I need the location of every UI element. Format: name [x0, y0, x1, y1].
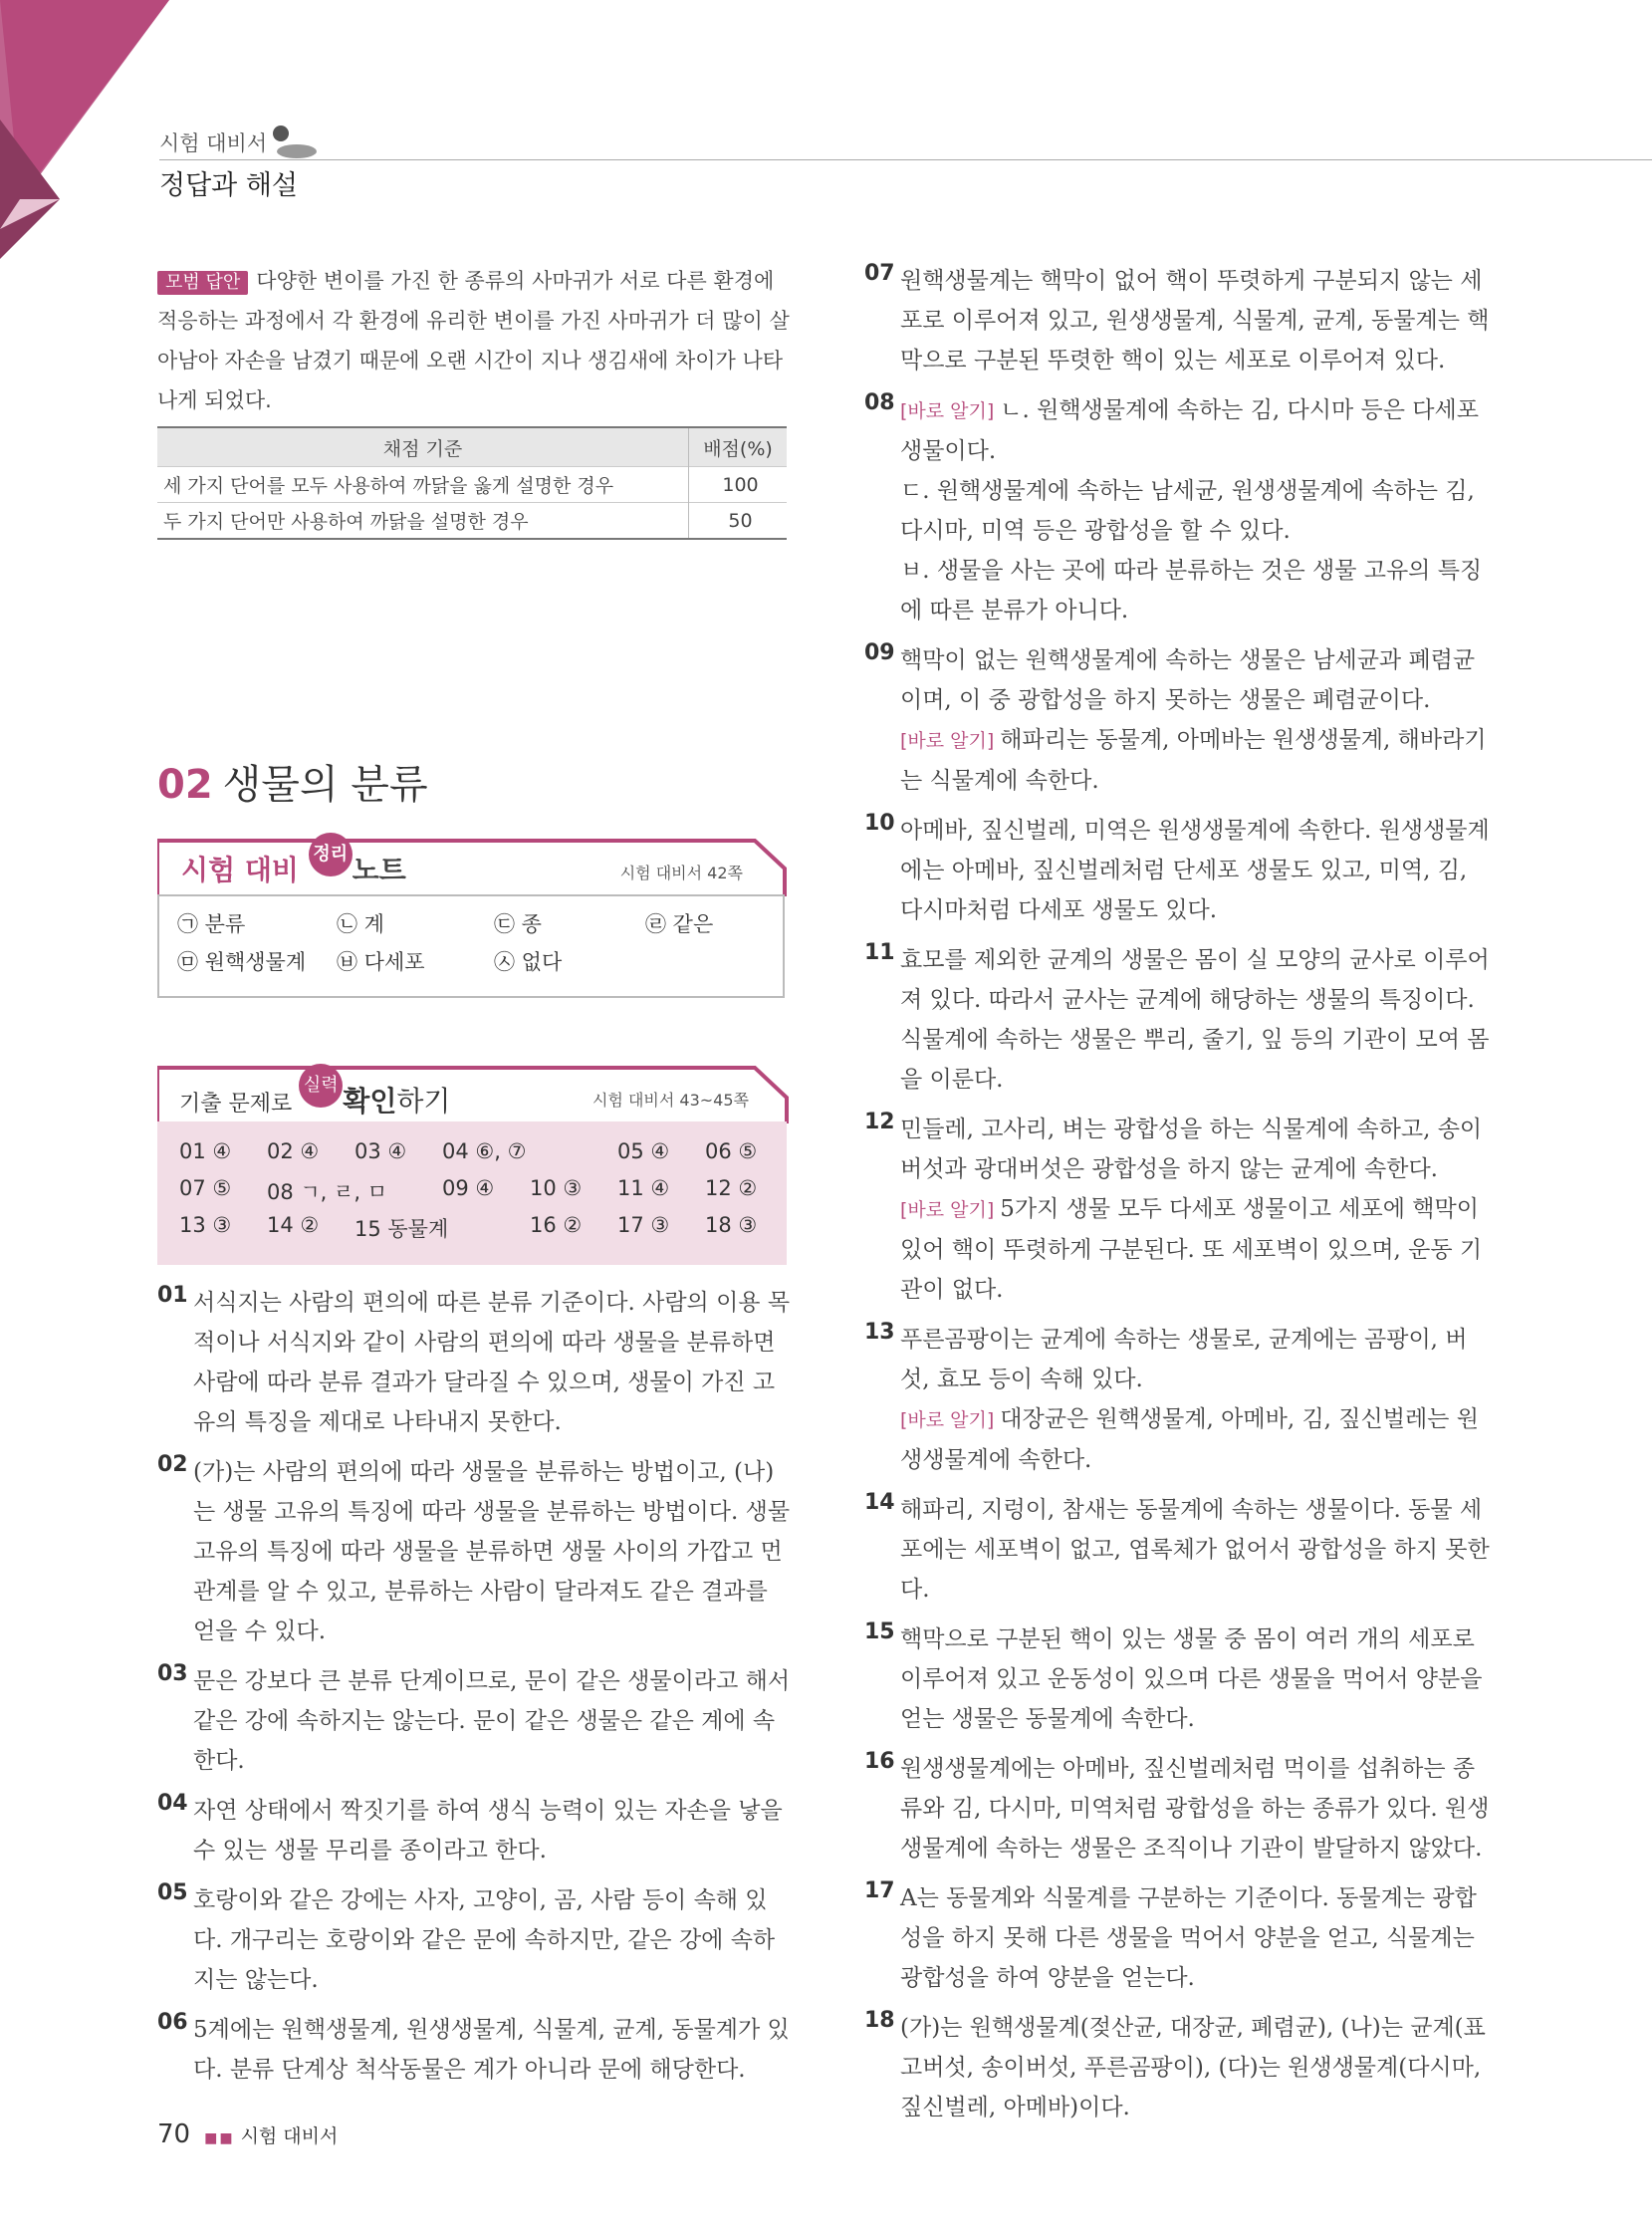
- table-row: [157, 503, 787, 540]
- item-text: 자연 상태에서 짝짓기를 하여 생식 능력이 있는 자손을 낳을 수 있는 생물 무리를 종이라고 한다.: [193, 1798, 783, 1864]
- item-text: (가)는 원핵생물계(젖산균, 대장균, 폐렴균), (나)는 균계(표고버섯, 송이버섯, 푸른곰팡이), (다)는 원생생물계(다시마, 짚신벌레, 아메바)이다.: [900, 2015, 1486, 2120]
- item-text: 효모를 제외한 균계의 생물은 몸이 실 모양의 균사로 이루어져 있다. 따라서 균사는 균계에 해당하는 생물의 특징이다. 식물계에 속하는 생물은 뿌리, 줄기, 잎 등의 기관이 모여 몸을 이룬다.: [900, 947, 1490, 1093]
- note-item: ㉦ 없다: [494, 950, 563, 974]
- answer-item: 11 ④: [617, 1176, 670, 1200]
- check-title-a: 기출 문제로: [179, 1092, 293, 1117]
- explanation-item: [157, 1661, 791, 1781]
- item-text: 핵막으로 구분된 핵이 있는 생물 중 몸이 여러 개의 세포로 이루어져 있고 운동성이 있으며 다른 생물을 먹어서 양분을 얻는 생물은 동물계에 속한다.: [900, 1626, 1483, 1732]
- item-text: 5계에는 원핵생물계, 원생생물계, 식물계, 균계, 동물계가 있다. 분류 단계상 척삭동물은 계가 아니라 문에 해당한다.: [193, 2017, 790, 2083]
- item-text: 원생생물계에는 아메바, 짚신벌레처럼 먹이를 섭취하는 종류와 김, 다시마, 미역처럼 광합성을 하는 종류가 있다. 원생생물계에 속하는 생물은 조직이나 기관이 발달하지 않았다.: [900, 1756, 1490, 1862]
- answer-item: 09 ④: [442, 1176, 495, 1200]
- table-row: [157, 467, 787, 503]
- answer-item: 08 ㄱ, ㄹ, ㅁ: [267, 1180, 387, 1204]
- answer-item: 17 ③: [617, 1213, 670, 1237]
- correction-tag: [바로 알기]: [900, 400, 995, 422]
- mascot-icon: [261, 122, 321, 161]
- explanation-item: [864, 1878, 1494, 1998]
- score-table: [157, 426, 787, 540]
- table-header-criteria: 채점 기준: [157, 427, 689, 467]
- explanation-item: [157, 1283, 791, 1442]
- explanation-item: [864, 1490, 1494, 1610]
- correction-tag: [바로 알기]: [900, 1199, 995, 1221]
- note-title-a: 시험 대비: [181, 854, 299, 886]
- explanation-item: [864, 2008, 1494, 2127]
- check-box: [157, 1066, 787, 1265]
- table-cell: 50: [689, 503, 788, 540]
- item-text: 민들레, 고사리, 벼는 광합성을 하는 식물계에 속하고, 송이버섯과 광대버섯은 광합성을 하지 않는 균계에 속한다.: [900, 1117, 1483, 1182]
- explanation-item: [864, 940, 1494, 1100]
- page-number: 70: [157, 2119, 191, 2149]
- item-text: ㄷ. 원핵생물계에 속하는 남세균, 원생생물계에 속하는 김, 다시마, 미역 등은 광합성을 할 수 있다.: [900, 478, 1475, 544]
- model-answer-tag: 모범 답안: [157, 271, 248, 295]
- right-explanations: [864, 261, 1494, 2127]
- explanation-item: [864, 390, 1494, 630]
- note-item: ㉤ 원핵생물계: [177, 950, 307, 974]
- explanation-item: [864, 1110, 1494, 1310]
- item-note: 대장균은 원핵생물계, 아메바, 김, 짚신벌레는 원생생물계에 속한다.: [900, 1406, 1479, 1473]
- note-item: ㉢ 종: [494, 912, 542, 936]
- section-title: [157, 753, 428, 810]
- header-title: 정답과 해설: [159, 170, 298, 201]
- item-number: 04: [157, 1791, 188, 1816]
- item-number: 15: [864, 1619, 895, 1644]
- item-text: 해파리, 지렁이, 참새는 동물계에 속하는 생물이다. 동물 세포에는 세포벽이 없고, 엽록체가 없어서 광합성을 하지 못한다.: [900, 1497, 1490, 1603]
- table-header-score: 배점(%): [689, 427, 788, 467]
- check-ref: 시험 대비서 43~45쪽: [591, 1091, 749, 1110]
- note-bubble: 정리: [309, 833, 353, 876]
- item-text: (가)는 사람의 편의에 따라 생물을 분류하는 방법이고, (나)는 생물 고유의 특징에 따라 생물을 분류하는 방법이다. 생물 고유의 특징에 따라 생물을 분류하면 생물 사이의 가깝고 먼 관계를 알 수 있고, 분류하는 사람이 달라져도 같은 결과를 얻을 수 있다.: [193, 1459, 791, 1644]
- item-number: 16: [864, 1749, 895, 1774]
- item-number: 11: [864, 940, 895, 965]
- table-header-row: [157, 427, 787, 467]
- note-item: ㉡ 계: [337, 912, 384, 936]
- item-text: ㄴ. 원핵생물계에 속하는 김, 다시마 등은 다세포 생물이다.: [900, 397, 1479, 464]
- note-item: ㉣ 같은: [645, 912, 714, 936]
- explanation-item: [157, 1880, 791, 2000]
- check-box-title: [179, 1075, 451, 1120]
- model-answer-text: 다양한 변이를 가진 한 종류의 사마귀가 서로 다른 환경에 적응하는 과정에서 각 환경에 유리한 변이를 가진 사마귀가 더 많이 살아남아 자손을 남겼기 때문에 오랜 시간이 지나 생김새에 차이가 나타나게 되었다.: [157, 269, 790, 412]
- header-rule: [159, 159, 1652, 160]
- answer-item: 10 ③: [530, 1176, 583, 1200]
- explanation-item: [157, 2010, 791, 2090]
- answer-item: 05 ④: [617, 1139, 670, 1163]
- item-text: A는 동물계와 식물계를 구분하는 기준이다. 동물계는 광합성을 하지 못해 다른 생물을 먹어서 양분을 얻고, 식물계는 광합성을 하여 양분을 얻는다.: [900, 1885, 1477, 1991]
- answer-item: 14 ②: [267, 1213, 320, 1237]
- header-series: 시험 대비서: [159, 131, 268, 155]
- note-ref: 시험 대비서 42쪽: [619, 864, 743, 882]
- answer-item: 02 ④: [267, 1139, 320, 1163]
- answer-item: 18 ③: [705, 1213, 758, 1237]
- item-text: 서식지는 사람의 편의에 따른 분류 기준이다. 사람의 이용 목적이나 서식지와 같이 사람의 편의에 따라 생물을 분류하면 사람에 따라 분류 결과가 달라질 수 있으며, 생물이 가진 고유의 특징을 제대로 나타내지 못한다.: [193, 1290, 791, 1435]
- page-footer: [157, 2119, 338, 2149]
- check-bubble: 실력: [299, 1064, 343, 1108]
- answer-item: 16 ②: [530, 1213, 583, 1237]
- correction-tag: [바로 알기]: [900, 1409, 995, 1431]
- answer-item: 07 ⑤: [179, 1176, 232, 1200]
- answer-item: 12 ②: [705, 1176, 758, 1200]
- note-item: ㉠ 분류: [177, 912, 246, 936]
- item-number: 18: [864, 2008, 895, 2033]
- table-cell: 세 가지 단어를 모두 사용하여 까닭을 옳게 설명한 경우: [157, 467, 689, 503]
- note-title-b: 노트: [352, 854, 406, 886]
- item-number: 03: [157, 1661, 188, 1686]
- check-box-body: [157, 1121, 787, 1265]
- item-number: 17: [864, 1878, 895, 1903]
- explanation-item: [864, 811, 1494, 930]
- item-number: 06: [157, 2010, 188, 2035]
- table-cell: 100: [689, 467, 788, 503]
- table-cell: 두 가지 단어만 사용하여 까닭을 설명한 경우: [157, 503, 689, 540]
- explanation-item: [157, 1791, 791, 1870]
- answer-item: 06 ⑤: [705, 1139, 758, 1163]
- item-number: 08: [864, 390, 895, 415]
- explanation-item: [864, 261, 1494, 380]
- item-number: 05: [157, 1880, 188, 1905]
- explanation-item: [864, 1320, 1494, 1480]
- answer-item: 04 ⑥, ⑦: [442, 1139, 527, 1163]
- item-note: 해파리는 동물계, 아메바는 원생생물계, 해바라기는 식물계에 속한다.: [900, 727, 1487, 794]
- item-note: 5가지 생물 모두 다세포 생물이고 세포에 핵막이 있어 핵이 뚜렷하게 구분된다. 또 세포벽이 있으며, 운동 기관이 없다.: [900, 1196, 1483, 1303]
- answer-item: 13 ③: [179, 1213, 232, 1237]
- item-text: 원핵생물계는 핵막이 없어 핵이 뚜렷하게 구분되지 않는 세포로 이루어져 있고, 원생생물계, 식물계, 균계, 동물계는 핵막으로 구분된 뚜렷한 핵이 있는 세포로 이루어져 있다.: [900, 268, 1490, 373]
- correction-tag: [바로 알기]: [900, 730, 995, 752]
- note-box-body: [157, 894, 785, 998]
- explanation-item: [864, 1749, 1494, 1868]
- item-number: 02: [157, 1452, 188, 1477]
- explanation-item: [864, 640, 1494, 801]
- item-number: 09: [864, 640, 895, 665]
- left-column-top: [157, 261, 791, 540]
- item-number: 01: [157, 1283, 188, 1308]
- check-title-c: 하기: [396, 1085, 451, 1118]
- model-answer: [157, 261, 791, 420]
- note-item: ㉥ 다세포: [337, 950, 425, 974]
- item-text: 호랑이와 같은 강에는 사자, 고양이, 곰, 사람 등이 속해 있다. 개구리는 호랑이와 같은 문에 속하지만, 같은 강에 속하지는 않는다.: [193, 1887, 776, 1993]
- item-number: 10: [864, 811, 895, 836]
- item-text: 푸른곰팡이는 균계에 속하는 생물로, 균계에는 곰팡이, 버섯, 효모 등이 속해 있다.: [900, 1327, 1468, 1392]
- item-text: 문은 강보다 큰 분류 단계이므로, 문이 같은 생물이라고 해서 같은 강에 속하지는 않는다. 문이 같은 생물은 같은 계에 속한다.: [193, 1668, 791, 1774]
- answer-item: 15 동물계: [354, 1217, 449, 1241]
- item-number: 14: [864, 1490, 895, 1515]
- explanation-item: [864, 1619, 1494, 1739]
- section-name: 생물의 분류: [222, 762, 428, 808]
- note-box-title: [181, 844, 406, 888]
- check-title-b: 확인: [343, 1085, 397, 1118]
- footer-label: 시험 대비서: [240, 2125, 339, 2147]
- item-number: 07: [864, 261, 895, 286]
- item-text: 아메바, 짚신벌레, 미역은 원생생물계에 속한다. 원생생물계에는 아메바, 짚신벌레처럼 단세포 생물도 있고, 미역, 김, 다시마처럼 다세포 생물도 있다.: [900, 818, 1490, 923]
- item-number: 13: [864, 1320, 895, 1345]
- answer-item: 01 ④: [179, 1139, 232, 1163]
- item-text: ㅂ. 생물을 사는 곳에 따라 분류하는 것은 생물 고유의 특징에 따른 분류가 아니다.: [900, 558, 1483, 623]
- footer-bullets-icon: ■■: [204, 2130, 235, 2146]
- note-box: [157, 839, 785, 993]
- section-number: 02: [157, 762, 213, 808]
- left-explanations: [157, 1283, 791, 2090]
- item-number: 12: [864, 1110, 895, 1134]
- explanation-item: [157, 1452, 791, 1651]
- answer-item: 03 ④: [354, 1139, 407, 1163]
- item-text: 핵막이 없는 원핵생물계에 속하는 생물은 남세균과 폐렴균이며, 이 중 광합성을 하지 못하는 생물은 폐렴균이다.: [900, 647, 1476, 713]
